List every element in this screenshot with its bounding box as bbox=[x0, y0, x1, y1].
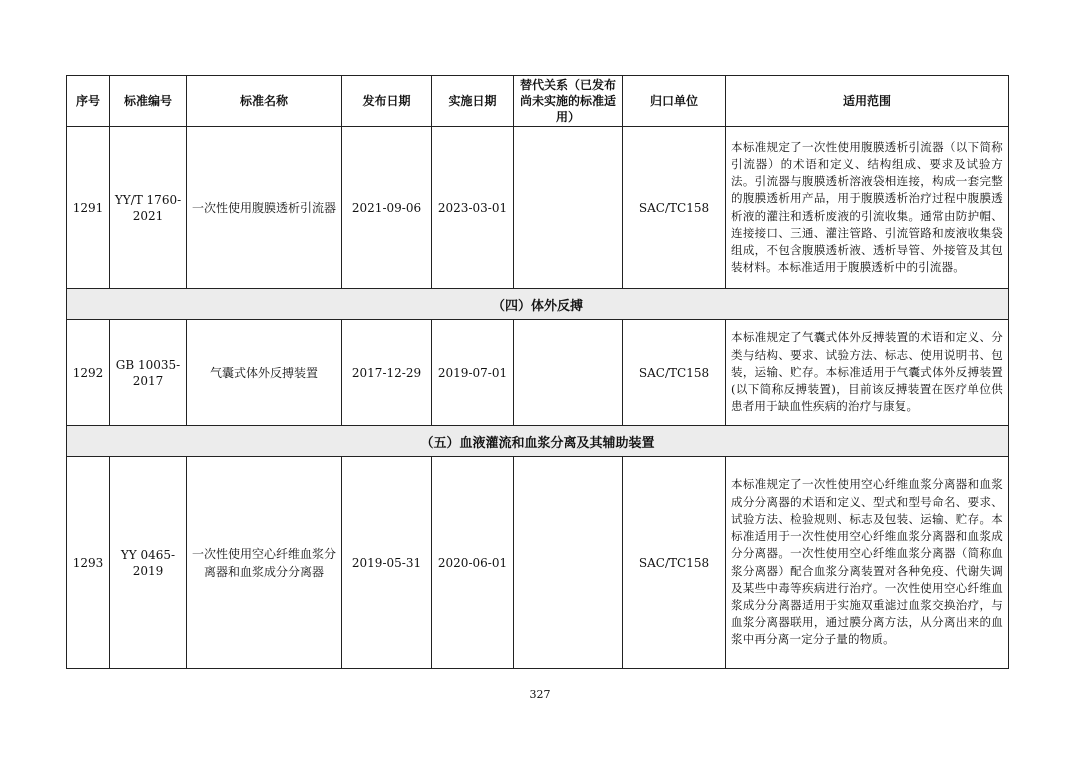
cell-replacement bbox=[514, 127, 623, 289]
table-row bbox=[67, 320, 1009, 426]
cell-implement-date: 2019-07-01 bbox=[432, 320, 514, 426]
header-scope: 适用范围 bbox=[726, 76, 1009, 127]
cell-scope: 本标准规定了气囊式体外反搏装置的术语和定义、分类与结构、要求、试验方法、标志、使用说明书、包装，运输、贮存。本标准适用于气囊式体外反搏装置(以下简称反搏装置)，目前该反搏装置在医疗单位供患者用于缺血性疾病的治疗与康复。 bbox=[726, 320, 1009, 426]
header-publish-date: 发布日期 bbox=[342, 76, 432, 127]
cell-organization: SAC/TC158 bbox=[623, 457, 726, 669]
cell-code: GB 10035-2017 bbox=[110, 320, 187, 426]
section-row bbox=[67, 289, 1009, 320]
cell-publish-date: 2017-12-29 bbox=[342, 320, 432, 426]
cell-serial: 1291 bbox=[67, 127, 110, 289]
section-heading: （五）血液灌流和血浆分离及其辅助装置 bbox=[67, 426, 1009, 457]
cell-publish-date: 2019-05-31 bbox=[342, 457, 432, 669]
cell-code: YY 0465-2019 bbox=[110, 457, 187, 669]
cell-implement-date: 2023-03-01 bbox=[432, 127, 514, 289]
cell-scope: 本标准规定了一次性使用腹膜透析引流器（以下简称引流器）的术语和定义、结构组成、要求及试验方法。引流器与腹膜透析溶液袋相连接，构成一套完整的腹膜透析用产品，用于腹膜透析治疗过程中腹膜透析液的灌注和透析废液的引流收集。通常由防护帽、连接接口、三通、灌注管路、引流管路和废液收集袋组成，不包含腹膜透析液、透析导管、外接管及其包装材料。本标准适用于腹膜透析中的引流器。 bbox=[726, 127, 1009, 289]
table-row bbox=[67, 127, 1009, 289]
header-replacement: 替代关系（已发布尚未实施的标准适用） bbox=[514, 76, 623, 127]
cell-serial: 1292 bbox=[67, 320, 110, 426]
header-standard-code: 标准编号 bbox=[110, 76, 187, 127]
cell-code: YY/T 1760-2021 bbox=[110, 127, 187, 289]
cell-name: 气囊式体外反搏装置 bbox=[187, 320, 342, 426]
table-row bbox=[67, 457, 1009, 669]
header-standard-name: 标准名称 bbox=[187, 76, 342, 127]
header-implement-date: 实施日期 bbox=[432, 76, 514, 127]
cell-publish-date: 2021-09-06 bbox=[342, 127, 432, 289]
table-header-row bbox=[67, 76, 1009, 127]
cell-organization: SAC/TC158 bbox=[623, 320, 726, 426]
cell-name: 一次性使用空心纤维血浆分离器和血浆成分分离器 bbox=[187, 457, 342, 669]
section-heading: （四）体外反搏 bbox=[67, 289, 1009, 320]
cell-organization: SAC/TC158 bbox=[623, 127, 726, 289]
cell-implement-date: 2020-06-01 bbox=[432, 457, 514, 669]
cell-name: 一次性使用腹膜透析引流器 bbox=[187, 127, 342, 289]
header-serial: 序号 bbox=[67, 76, 110, 127]
header-organization: 归口单位 bbox=[623, 76, 726, 127]
cell-replacement bbox=[514, 457, 623, 669]
standards-table bbox=[66, 75, 1009, 669]
cell-replacement bbox=[514, 320, 623, 426]
cell-serial: 1293 bbox=[67, 457, 110, 669]
section-row bbox=[67, 426, 1009, 457]
page-number: 327 bbox=[529, 688, 551, 701]
cell-scope: 本标准规定了一次性使用空心纤维血浆分离器和血浆成分分离器的术语和定义、型式和型号命名、要求、试验方法、检验规则、标志及包装、运输、贮存。本标准适用于一次性使用空心纤维血浆分离器和血浆成分分离器。一次性使用空心纤维血浆分离器（简称血浆分离器）配合血浆分离装置对各种免疫、代谢失调及某些中毒等疾病进行治疗。一次性使用空心纤维血浆成分分离器适用于实施双重滤过血浆交换治疗，与血浆分离器联用，通过膜分离方法，从分离出来的血浆中再分离一定分子量的物质。 bbox=[726, 457, 1009, 669]
